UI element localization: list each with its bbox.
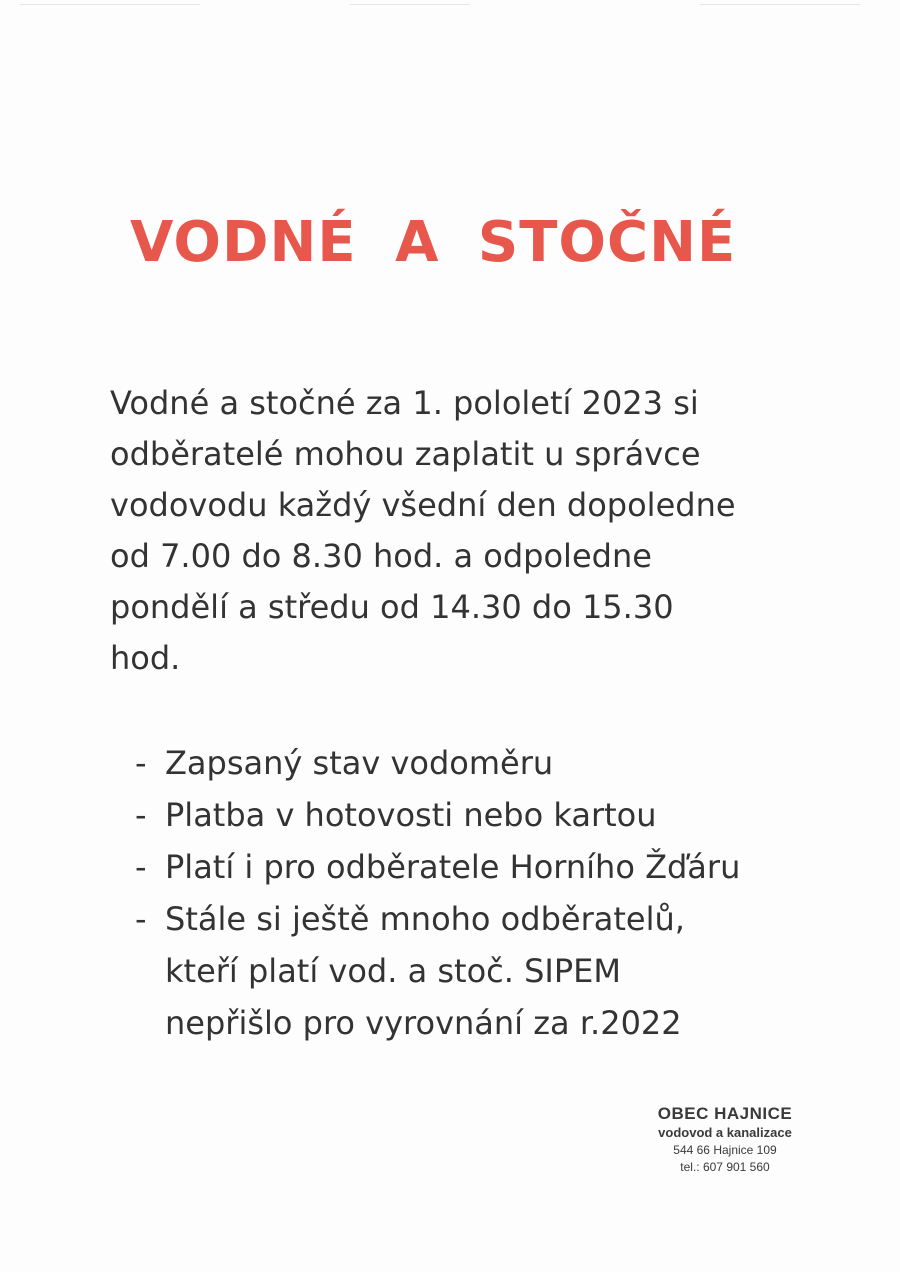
list-item — [135, 841, 835, 893]
list-item-text: Zapsaný stav vodoměru — [165, 744, 554, 782]
intro-line: hod. — [110, 639, 181, 677]
intro-line: vodovodu každý všední den dopoledne — [110, 486, 736, 524]
list-item-text: Platí i pro odběratele Horního Žďáru — [165, 848, 741, 886]
list-item-text: Stále si ještě mnoho odběratelů, — [165, 900, 685, 938]
notice-title: VODNÉ A STOČNÉ — [130, 210, 737, 275]
list-item — [135, 789, 835, 841]
dash-bullet: - — [135, 796, 147, 834]
notice-list — [135, 737, 835, 1049]
list-item — [135, 737, 835, 789]
scan-edge-line — [700, 4, 860, 5]
stamp-phone: tel.: 607 901 560 — [680, 1160, 770, 1174]
dash-bullet: - — [135, 744, 147, 782]
scan-edge-line — [20, 4, 200, 5]
stamp-address: 544 66 Hajnice 109 — [673, 1143, 777, 1157]
list-item-text: nepřišlo pro vyrovnání za r.2022 — [165, 1004, 682, 1042]
intro-line: Vodné a stočné za 1. pololetí 2023 si — [110, 384, 699, 422]
intro-line: odběratelé mohou zaplatit u správce — [110, 435, 701, 473]
stamp-name: OBEC HAJNICE — [657, 1104, 793, 1123]
municipality-stamp — [640, 1103, 810, 1176]
scan-edge-line — [350, 4, 470, 5]
intro-line: pondělí a středu od 14.30 do 15.30 — [110, 588, 674, 626]
list-item — [135, 893, 835, 1049]
intro-line: od 7.00 do 8.30 hod. a odpoledne — [110, 537, 652, 575]
list-item-text: Platba v hotovosti nebo kartou — [165, 796, 657, 834]
notice-intro — [110, 378, 790, 684]
stamp-subtitle: vodovod a kanalizace — [658, 1125, 792, 1140]
dash-bullet: - — [135, 848, 147, 886]
dash-bullet: - — [135, 900, 147, 938]
list-item-text: kteří platí vod. a stoč. SIPEM — [165, 952, 621, 990]
